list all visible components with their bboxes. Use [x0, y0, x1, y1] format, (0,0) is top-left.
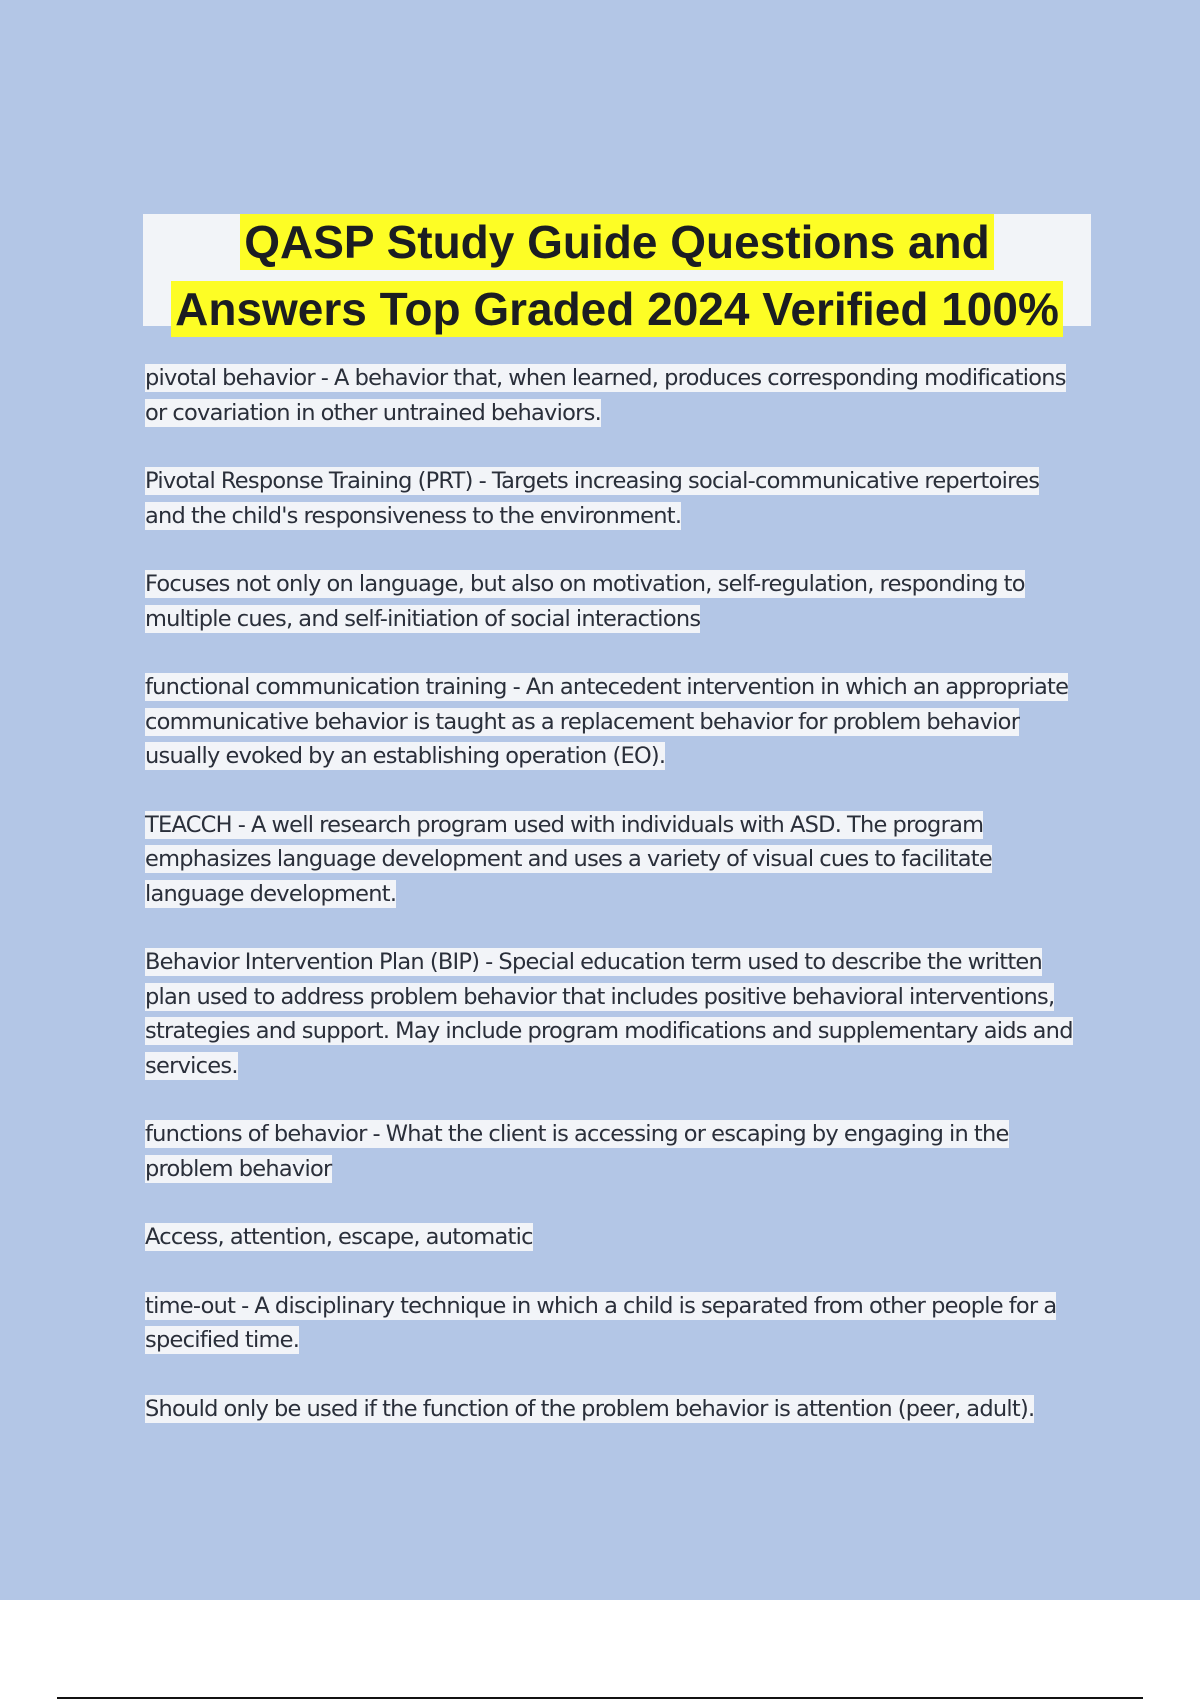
entry-text: TEACCH - A well research program used with individuals with ASD. The program emphasizes language development and uses a variety of visual cues to facilitate language development.	[145, 811, 992, 907]
entry-functions-list	[145, 1220, 1085, 1255]
entry-pivotal-behavior	[145, 361, 1085, 430]
entry-functional-communication-training	[145, 670, 1085, 774]
entry-text: Focuses not only on language, but also on motivation, self-regulation, responding to multiple cues, and self-initiation of social interactions	[145, 571, 1025, 632]
entry-text: Pivotal Response Training (PRT) - Targets increasing social-communicative repertoires and the child's responsiveness to the environment.	[145, 468, 1040, 529]
document-title	[143, 214, 1091, 335]
title-line-1: QASP Study Guide Questions and	[240, 214, 993, 270]
entry-text: functional communication training - An antecedent intervention in which an appropriate communicative behavior is taught as a replacement behavior for problem behavior usually evoked by an establishing operation (EO).	[145, 674, 1069, 769]
entry-text: Behavior Intervention Plan (BIP) - Special education term used to describe the written plan used to address problem behavior that includes positive behavioral interventions, strategies and support. May include program modifications and supplementary aids and services.	[145, 949, 1073, 1079]
entry-functions-of-behavior	[145, 1117, 1085, 1186]
entry-text: time-out - A disciplinary technique in which a child is separated from other people for a specified time.	[145, 1292, 1057, 1353]
title-line-2: Answers Top Graded 2024 Verified 100%	[171, 281, 1063, 337]
entry-prt-focus	[145, 567, 1085, 636]
entry-time-out-note	[145, 1392, 1085, 1427]
entry-behavior-intervention-plan	[145, 945, 1085, 1083]
footer-divider	[57, 1697, 1143, 1699]
entry-text: Access, attention, escape, automatic	[145, 1224, 533, 1250]
entry-text: Should only be used if the function of the problem behavior is attention (peer, adult).	[145, 1395, 1035, 1422]
entry-pivotal-response-training	[145, 464, 1085, 533]
entry-text: pivotal behavior - A behavior that, when learned, produces corresponding modifications or covariation in other untrained behaviors.	[145, 365, 1066, 426]
entry-teacch	[145, 808, 1085, 912]
entry-time-out	[145, 1289, 1085, 1358]
entry-text: functions of behavior - What the client is accessing or escaping by engaging in the problem behavior	[145, 1121, 1009, 1182]
study-guide-content	[145, 361, 1085, 1460]
